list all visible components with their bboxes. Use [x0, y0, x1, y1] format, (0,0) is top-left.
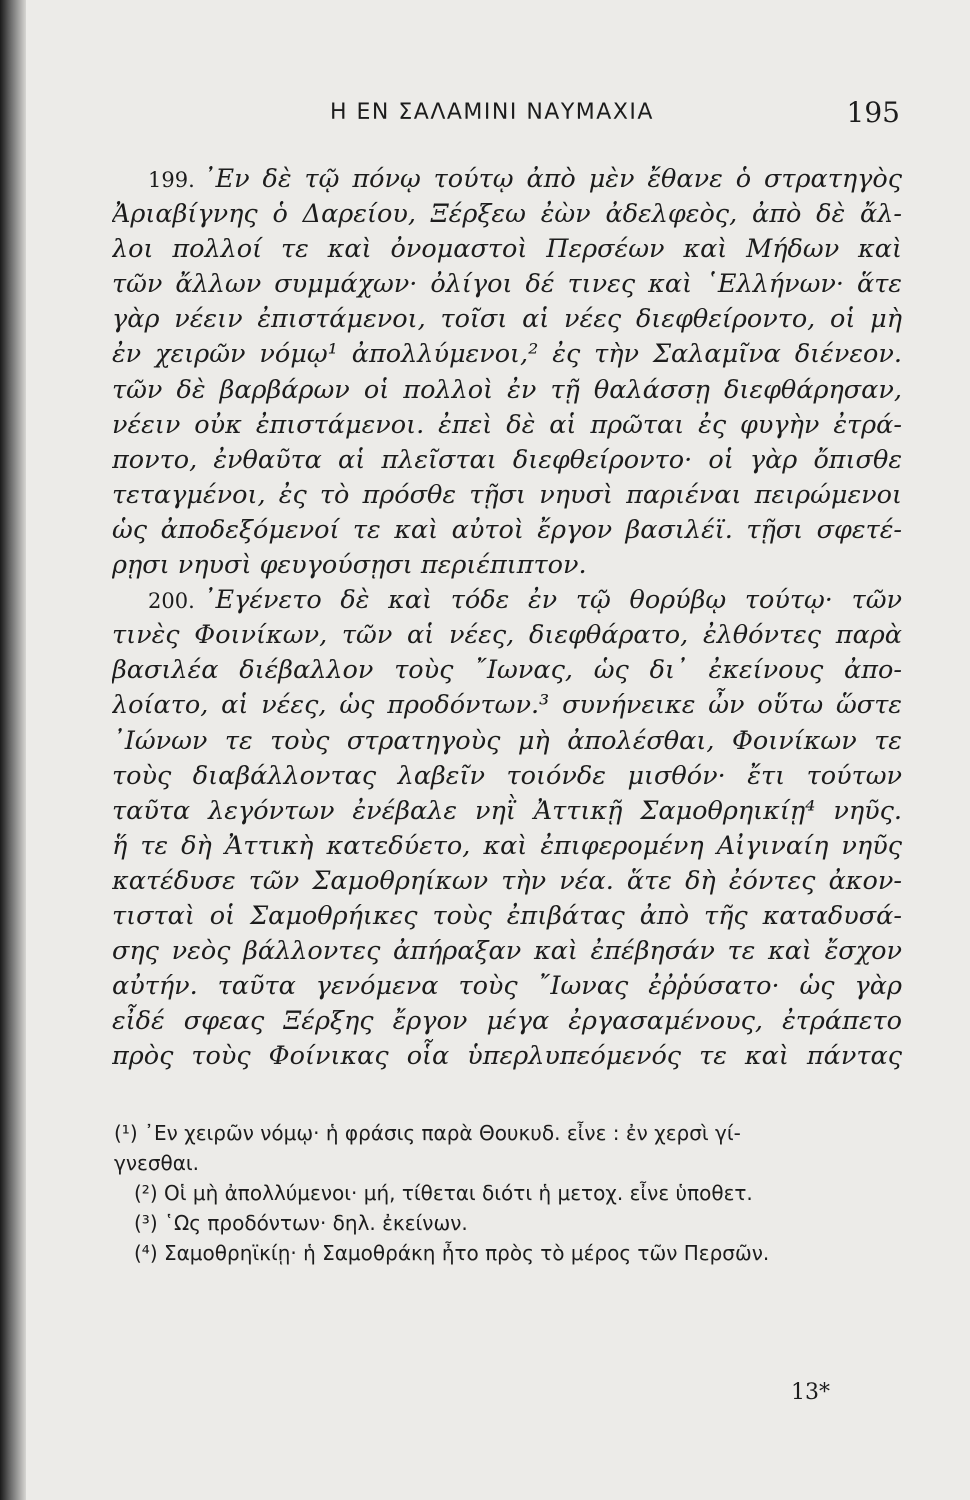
text-line: τινὲς Φοινίκων, τῶν αἱ νέες, διεφθάρατο, ἐλθόντες παρὰ	[112, 620, 902, 651]
text-line: πρὸς τοὺς Φοίνικας οἷα ὑπερλυπεόμενός τε καὶ πάντας	[112, 1041, 902, 1072]
footnote-1: (¹) ᾿Εν χειρῶν νόμῳ· ἡ φράσις παρὰ Θουκυδ. εἶνε : ἐν χερσὶ γί-	[114, 1121, 741, 1145]
text-line: κατέδυσε τῶν Σαμοθρηίκων τὴν νέα. ἅτε δὴ ἐόντες ἀκον-	[112, 865, 902, 896]
section-200	[112, 583, 902, 1074]
text-line: ποντο, ἐνθαῦτα αἱ πλεῖσται διεφθείροντο· οἱ γὰρ ὄπισθε	[112, 444, 902, 475]
footnote-1-continued: γνεσθαι.	[114, 1151, 200, 1175]
text-line: εἶδέ σφεας Ξέρξης ἔργον μέγα ἐργασαμένους, ἐτράπετο	[112, 1006, 902, 1037]
text-line: ἥ τε δὴ Ἀττικὴ κατεδύετο, καὶ ἐπιφερομένη Αἰγιναίη νηῦς	[112, 830, 902, 861]
main-text	[112, 162, 902, 1074]
text-line: τῶν δὲ βαρβάρων οἱ πολλοὶ ἐν τῇ θαλάσσῃ διεφθάρησαν,	[112, 374, 902, 405]
text-line: τῶν ἄλλων συμμάχων· ὀλίγοι δέ τινες καὶ ῾Ελλήνων· ἅτε	[112, 269, 902, 300]
footnotes	[114, 1118, 894, 1268]
text-line: τοὺς διαβάλλοντας λαβεῖν τοιόνδε μισθόν· ἔτι τούτων	[112, 760, 902, 791]
text-line: λοι πολλοί τε καὶ ὀνομαστοὶ Περσέων καὶ Μήδων καὶ	[112, 234, 902, 265]
text-line: ᾿Ιώνων τε τοὺς στρατηγοὺς μὴ ἀπολέσθαι, Φοινίκων τε	[112, 725, 902, 756]
text-line: τεταγμένοι, ἐς τὸ πρόσθε τῇσι νηυσὶ παριέναι πειρώμενοι	[112, 479, 902, 510]
section-number: 199.	[148, 168, 195, 192]
page-number: 195	[846, 96, 900, 129]
text-line: γὰρ νέειν ἐπιστάμενοι, τοῖσι αἱ νέες διεφθείροντο, οἱ μὴ	[112, 304, 902, 335]
footnote-2: (²) Οἱ μὴ ἀπολλύμενοι· μή, τίθεται διότι ἡ μετοχ. εἶνε ὑποθετ.	[134, 1181, 753, 1205]
text-line: λοίατο, αἱ νέες, ὡς προδόντων.³ συνήνεικε ὦν οὕτω ὥστε	[112, 690, 902, 721]
text-line: ρῃσι νηυσὶ φευγούσῃσι περιέπιπτον.	[112, 550, 587, 581]
footnote-3: (³) ῾Ως προδόντων· δηλ. ἐκείνων.	[134, 1211, 468, 1235]
text-line: ταῦτα λεγόντων ἐνέβαλε νηῒ Ἀττικῇ Σαμοθρηικίῃ⁴ νηῦς.	[112, 795, 902, 826]
footnote-4: (⁴) Σαμοθρηϊκίῃ· ἡ Σαμοθράκη ἦτο πρὸς τὸ μέρος τῶν Περσῶν.	[134, 1241, 770, 1265]
text-line: ἐν χειρῶν νόμῳ¹ ἀπολλύμενοι,² ἐς τὴν Σαλαμῖνα διένεον.	[112, 339, 902, 370]
running-title: Η ΕΝ ΣΑΛΑΜΙΝΙ ΝΑΥΜΑΧΙΑ	[330, 100, 654, 125]
text-line: τισταὶ οἱ Σαμοθρήικες τοὺς ἐπιβάτας ἀπὸ τῆς καταδυσά-	[112, 900, 902, 931]
text-line: νέειν οὐκ ἐπιστάμενοι. ἐπεὶ δὲ αἱ πρῶται ἐς φυγὴν ἐτρά-	[112, 409, 902, 440]
text-line: 199. ᾿Εν δὲ τῷ πόνῳ τούτῳ ἀπὸ μὲν ἔθανε ὁ στρατηγὸς	[148, 164, 902, 194]
text-line: αὐτήν. ταῦτα γενόμενα τοὺς ῎Ιωνας ἐῤῥύσατο· ὡς γὰρ	[112, 971, 902, 1002]
text-line: 200. ᾿Εγένετο δὲ καὶ τόδε ἐν τῷ θορύβῳ τούτῳ· τῶν	[148, 585, 902, 616]
page-header	[330, 96, 900, 140]
signature-mark: 13*	[791, 1380, 830, 1405]
text-line: Ἀριαβίγνης ὁ Δαρείου, Ξέρξεω ἐὼν ἀδελφεὸς, ἀπὸ δὲ ἄλ-	[112, 199, 902, 230]
section-199	[112, 162, 902, 583]
text-line: σης νεὸς βάλλοντες ἀπήραξαν καὶ ἐπέβησάν τε καὶ ἔσχον	[112, 936, 902, 967]
section-number: 200.	[148, 589, 195, 614]
text-line: βασιλέα διέβαλλον τοὺς ῎Ιωνας, ὡς δι᾽ ἐκείνους ἀπο-	[112, 655, 902, 686]
scan-edge-shadow	[0, 0, 26, 1500]
text-line: ὡς ἀποδεξόμενοί τε καὶ αὐτοὶ ἔργον βασιλέϊ. τῇσι σφετέ-	[112, 514, 902, 545]
